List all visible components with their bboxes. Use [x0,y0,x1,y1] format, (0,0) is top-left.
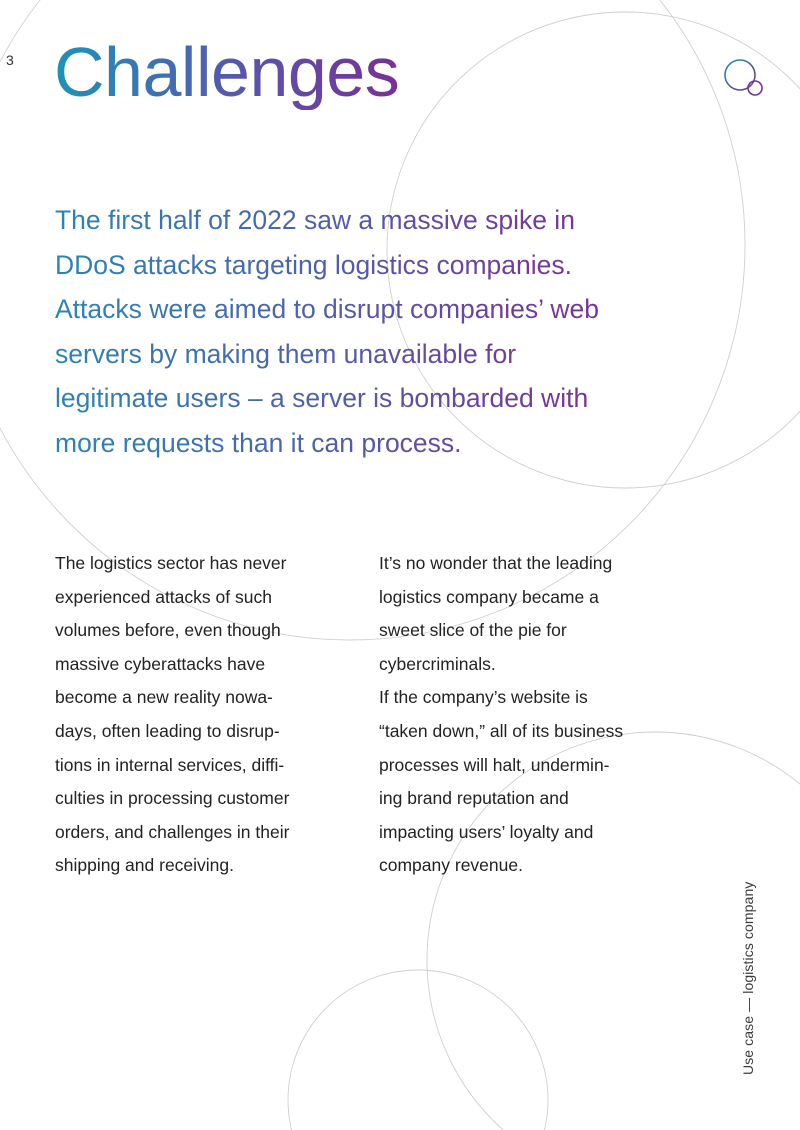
body-line: volumes before, even though [55,620,281,641]
page-title: Challenges [54,33,400,111]
body-line: culties in processing customer [55,788,290,809]
page-number: 3 [6,52,14,68]
body-line: “taken down,” all of its business [379,720,624,741]
body-line: sweet slice of the pie for [379,620,567,641]
body-line: logistics company became a [379,586,599,607]
body-line: ing brand reputation and [379,788,569,809]
lead-line: more requests than it can process. [55,427,462,458]
body-line: orders, and challenges in their [55,821,290,842]
body-line: The logistics sector has never [55,553,287,573]
lead-line: Attacks were aimed to disrupt companies’ web [55,294,599,324]
section-side-label: Use case — logistics company [740,881,756,1075]
body-column-left [55,547,355,883]
brand-circles-logo-icon [722,58,766,98]
lead-line: DDoS attacks targeting logistics companies. [55,249,572,280]
body-line: experienced attacks of such [55,586,272,607]
body-column-right [379,547,679,883]
body-line: massive cyberattacks have [55,653,266,674]
body-line: become a new reality nowa- [55,687,273,708]
body-line: shipping and receiving. [55,855,235,876]
body-line: tions in internal services, diffi- [55,754,285,775]
body-line: It’s no wonder that the leading [379,553,613,573]
body-line: cybercriminals. [379,653,496,674]
body-line: If the company’s website is [379,687,588,708]
lead-line: legitimate users – a server is bombarded with [55,383,589,413]
body-line: company revenue. [379,855,523,876]
lead-paragraph [55,198,655,465]
body-line: days, often leading to disrup- [55,720,280,741]
arc-bottom-center [288,970,548,1130]
body-line: processes will halt, undermin- [379,754,610,775]
lead-line: servers by making them unavailable for [55,338,517,369]
body-line: impacting users’ loyalty and [379,821,594,842]
lead-line: The first half of 2022 saw a massive spike in [55,205,575,235]
